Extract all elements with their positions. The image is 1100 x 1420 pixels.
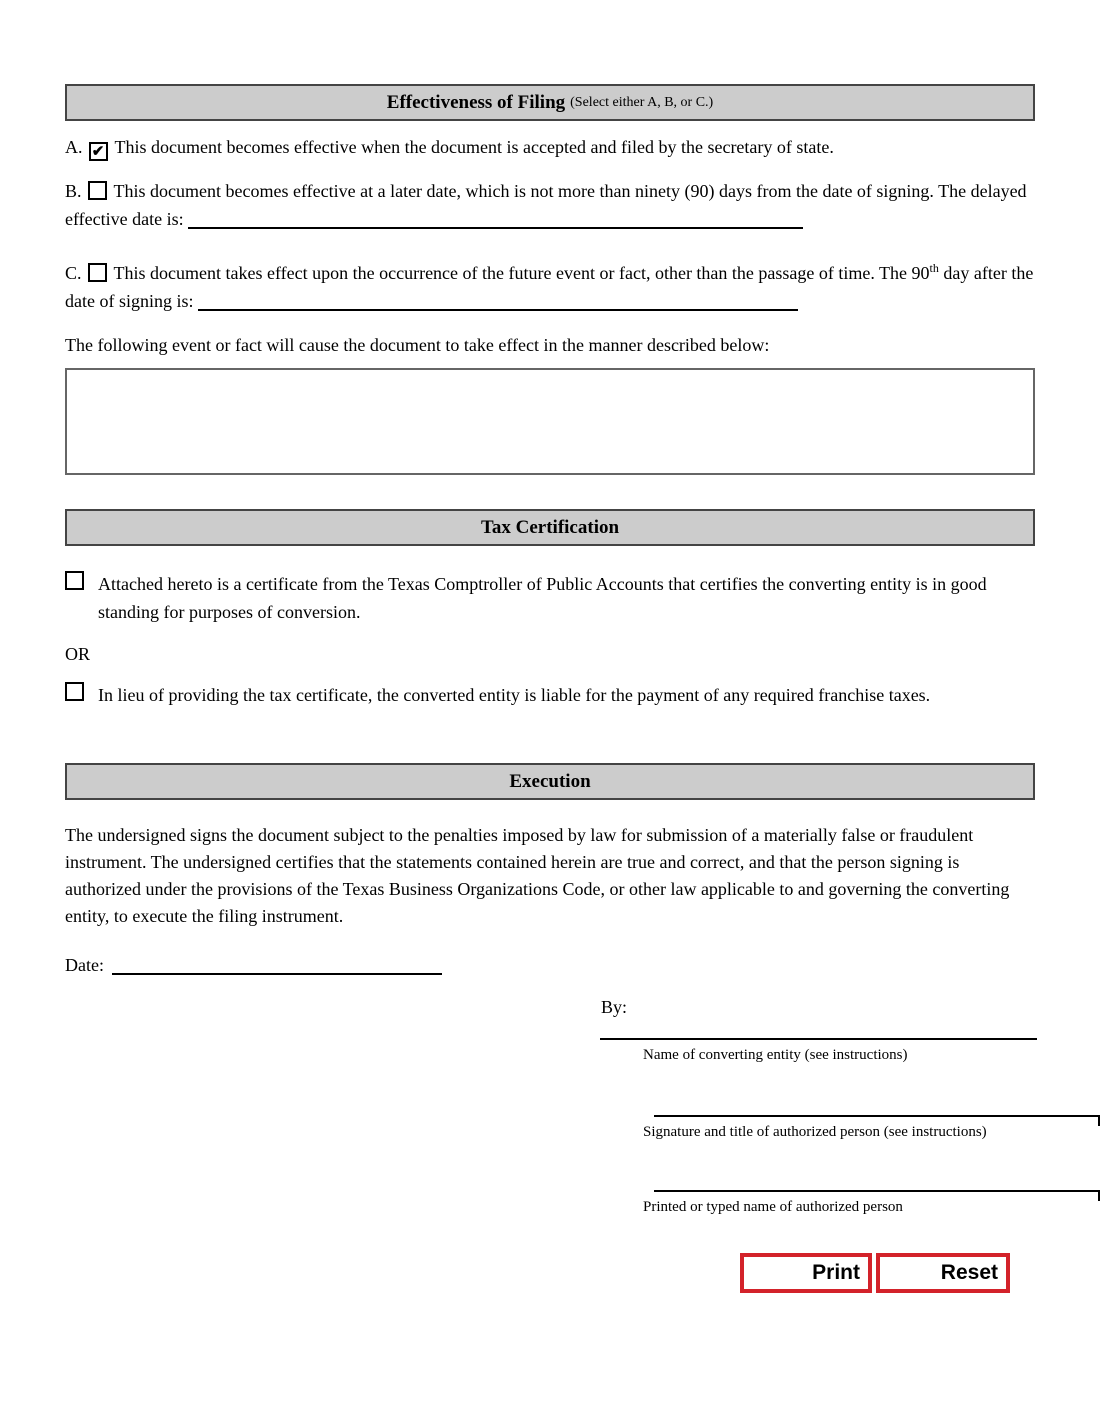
converting-entity-name-field[interactable] xyxy=(600,1038,1037,1040)
section-subtitle-effectiveness: (Select either A, B, or C.) xyxy=(570,94,714,110)
option-b-text: This document becomes effective at a later date, which is not more than ninety (90) days from the date of signing. The delayed effective date is: xyxy=(65,181,1027,229)
print-button[interactable]: Print xyxy=(740,1253,872,1293)
option-c-text-before: This document takes effect upon the occurrence of the future event or fact, other than the passage of time. The 90 xyxy=(113,263,930,283)
ninetieth-day-field[interactable] xyxy=(198,293,798,311)
section-title-effectiveness: Effectiveness of Filing xyxy=(386,91,566,113)
tax-certificate-attached-row xyxy=(65,570,1035,626)
event-prompt: The following event or fact will cause the document to take effect in the manner described below: xyxy=(65,335,770,355)
converting-entity-name-caption: Name of converting entity (see instructions) xyxy=(643,1047,908,1063)
signature-title-caption: Signature and title of authorized person (see instructions) xyxy=(643,1124,987,1140)
option-c-text-after: day after the date of signing is: xyxy=(65,263,1034,311)
tax-certificate-attached-text: Attached hereto is a certificate from the Texas Comptroller of Public Accounts that certifies the converting entity is in good standing for purposes of conversion. xyxy=(98,574,987,622)
section-header-execution xyxy=(65,763,1035,800)
option-c-checkbox[interactable] xyxy=(88,263,107,282)
option-a-letter: A. xyxy=(65,137,83,157)
or-label: OR xyxy=(65,644,91,664)
delayed-effective-date-field[interactable] xyxy=(188,211,803,229)
option-a-checkbox[interactable] xyxy=(89,142,108,161)
execution-statement: The undersigned signs the document subject to the penalties imposed by law for submission of a materially false or fraudulent instrument. The undersigned certifies that the statements contained herein are true and correct, and that the person signing is authorized under the provisions of the Texas Business Organizations Code, or other law applicable to and governing the converting entity, to execute the filing instrument. xyxy=(65,825,1010,926)
section-title-execution: Execution xyxy=(509,770,591,792)
option-b-row xyxy=(65,177,1035,233)
option-b-checkbox[interactable] xyxy=(88,181,107,200)
check-icon: ✔ xyxy=(91,144,105,160)
tax-liability-row xyxy=(65,681,1035,709)
event-description-field[interactable] xyxy=(65,368,1035,475)
reset-button[interactable]: Reset xyxy=(876,1253,1010,1293)
option-c-letter: C. xyxy=(65,263,82,283)
option-a-text: This document becomes effective when the document is accepted and filed by the secretary of state. xyxy=(114,137,834,157)
tax-liability-checkbox[interactable] xyxy=(65,682,84,701)
section-header-effectiveness xyxy=(65,84,1035,121)
option-c-row xyxy=(65,254,1035,315)
date-row xyxy=(65,951,1035,979)
printed-name-caption: Printed or typed name of authorized person xyxy=(643,1199,903,1215)
date-label: Date: xyxy=(65,955,104,975)
tax-liability-text: In lieu of providing the tax certificate, the converted entity is liable for the payment of any required franchise taxes. xyxy=(98,685,931,705)
option-b-letter: B. xyxy=(65,181,82,201)
tax-certificate-attached-checkbox[interactable] xyxy=(65,571,84,590)
section-title-tax: Tax Certification xyxy=(480,516,620,538)
option-c-superscript: th xyxy=(929,261,939,275)
option-a-row xyxy=(65,133,1035,161)
by-label: By: xyxy=(601,997,628,1017)
date-field[interactable] xyxy=(112,957,442,975)
section-header-tax xyxy=(65,509,1035,546)
